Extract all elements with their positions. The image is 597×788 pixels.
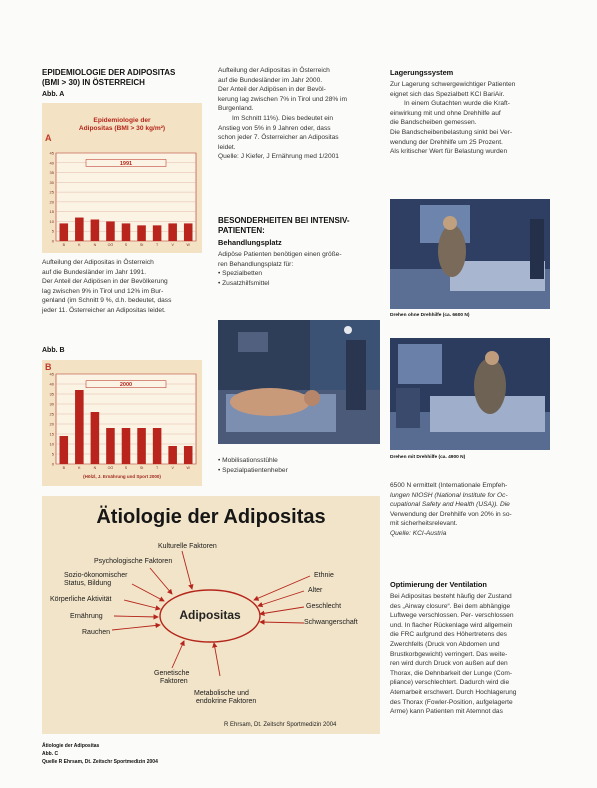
figure-label-a: Abb. A bbox=[42, 91, 65, 98]
chart-b-ytick-label: 5 bbox=[51, 451, 54, 457]
chart-b-ytick-label: 40 bbox=[49, 381, 54, 387]
chart-a-xtick-label: S bbox=[124, 243, 128, 247]
chart-a-ytick-label: 35 bbox=[49, 170, 54, 176]
diagram-credit: R Ehrsam, Dt. Zeitschr Sportmedizin 2004 bbox=[224, 722, 337, 728]
chart-b-ytick-label: 0 bbox=[51, 461, 54, 467]
positioning-subheading: Lagerungssystem bbox=[390, 68, 454, 77]
chart-b-xtick-label: N bbox=[93, 466, 97, 470]
node-age: Alter bbox=[308, 587, 323, 594]
chart-b-svg bbox=[42, 360, 202, 486]
chart-a-bar bbox=[137, 225, 146, 241]
chart-a-bar bbox=[184, 223, 193, 241]
chart-a-bar bbox=[60, 223, 69, 241]
chart-a-xtick-label: V bbox=[171, 243, 174, 247]
chart-a-ytick-label: 40 bbox=[49, 160, 54, 166]
node-socioeconomic-status-line2: Status, Bildung bbox=[64, 580, 112, 587]
chart-a-xtick-label: OÖ bbox=[107, 243, 114, 247]
chart-b-ytick-label: 45 bbox=[49, 371, 54, 377]
chart-a-ytick-label: 15 bbox=[49, 209, 54, 215]
chart-b-bar bbox=[60, 436, 69, 464]
chart-b-xtick-label: B bbox=[62, 466, 65, 470]
node-socioeconomic-status-line1: Sozio-ökonomischer bbox=[64, 572, 128, 579]
node-sex: Geschlecht bbox=[306, 603, 342, 610]
chart-b-ytick-label: 20 bbox=[49, 421, 54, 427]
chart-a-letter: A bbox=[45, 133, 52, 143]
chart-b bbox=[42, 360, 202, 486]
epidemiology-heading: EPIDEMIOLOGIE DER ADIPOSITAS (BMI > 30) IN ÖSTERREICH bbox=[42, 68, 176, 87]
chart-b-xtick-label: K bbox=[78, 466, 81, 470]
chart-a-ytick-label: 45 bbox=[49, 150, 54, 156]
figure-label-b: Abb. B bbox=[42, 347, 65, 354]
chart-a-xtick-label: T bbox=[156, 243, 159, 247]
node-smoking: Rauchen bbox=[82, 629, 111, 636]
node-genetic-factors-line2: Faktoren bbox=[160, 678, 188, 685]
chart-a bbox=[42, 103, 202, 253]
chart-b-bar bbox=[122, 428, 131, 464]
photo1-caption: Drehen ohne Drehhilfe (ca. 6600 N) bbox=[390, 313, 470, 318]
col2-text: Aufteilung der Adipositas in Österreich auf die Bundesländer im Jahr 2000. Der Anteil der Adipösen in der Bevöl- kerung lag zwischen 7% in Tirol und 28% im Burgenland. Im Schnitt 11%). Dies bedeutet ein Anstieg von 5% in 9 Jahren oder, dass schon jeder 7. Österreicher an Adipositas leidet. Quelle: J Kiefer, J Ernährung med 1/2001 bbox=[218, 67, 348, 161]
col1-text: Aufteilung der Adipositas in Österreich auf die Bundesländer im Jahr 1991. Der Anteil der Adipösen in der Bevölkerung lag zwischen 9% in Tirol und 12% im Bur- genland (im Schnitt 9 %, d.h. bedeutet, dass jeder 11. Österreicher an Adipositas leidet. bbox=[42, 259, 172, 314]
chart-b-year-label: 2000 bbox=[119, 382, 133, 389]
chart-a-bar bbox=[168, 223, 177, 241]
node-metabolic-factors-line2: endokrine Faktoren bbox=[196, 698, 257, 705]
chart-a-xtick-label: B bbox=[62, 243, 65, 247]
chart-a-xtick-label: K bbox=[78, 243, 81, 247]
photo-with-turning-aid bbox=[390, 338, 550, 450]
chart-a-ytick-label: 30 bbox=[49, 179, 54, 185]
node-psychological-factors: Psychologische Faktoren bbox=[94, 558, 173, 565]
node-genetic-factors-line1: Genetische bbox=[154, 670, 190, 677]
chart-b-bar bbox=[106, 428, 115, 464]
photo-without-turning-aid-image bbox=[390, 199, 550, 309]
chart-a-bar bbox=[153, 225, 162, 241]
chart-b-footer: (Hölzl, J. Ernährung und Sport 2000) bbox=[83, 474, 161, 479]
node-cultural-factors: Kulturelle Faktoren bbox=[158, 543, 217, 550]
patient-photo-image bbox=[218, 320, 380, 444]
chart-a-ytick-label: 20 bbox=[49, 199, 54, 205]
node-physical-activity: Körperliche Aktivität bbox=[50, 596, 112, 603]
col2-text2: Adipöse Patienten benötigen einen größe- ren Behandlungsplatz für: • Spezialbetten • Zusatzhilfsmittel bbox=[218, 251, 342, 287]
photo-with-turning-aid-image bbox=[390, 338, 550, 450]
chart-b-ytick-label: 15 bbox=[49, 431, 54, 437]
chart-a-ytick-label: 10 bbox=[49, 218, 54, 224]
col3-text3: Bei Adipositas besteht häufig der Zustand des „Airway closure“. Bei dem abhängige Luftwege verschlossen. Per- verschlossen und. In flacher Rückenlage wird allgemein die FRC aufgrund des Höhertretens des Zwerchfells (Druck von Abdomen und Brustkorbgewicht) verringert. Das weite- ren wird durch Druck von außen auf den Thorax, die Dehnbarkeit der Lunge (Com- pliance) verschlechtert. Dadurch wird die Atemarbeit erschwert. Durch Hochlagerung des Thorax (Fowler-Position, aufgelagerte Arme) kann Patienten mit Atemnot das bbox=[390, 593, 517, 716]
intensive-patients-heading: BESONDERHEITEN BEI INTENSIV- PATIENTEN: bbox=[218, 216, 350, 235]
photo-without-turning-aid bbox=[390, 199, 550, 309]
chart-b-xtick-label: OÖ bbox=[107, 466, 114, 470]
chart-b-bar bbox=[168, 446, 177, 464]
chart-b-ytick-label: 25 bbox=[49, 411, 54, 417]
ventilation-heading: Optimierung der Ventilation bbox=[390, 580, 487, 589]
chart-a-bar bbox=[91, 219, 100, 241]
aetiology-diagram bbox=[42, 496, 380, 734]
diagram-caption: Ätiologie der Adipositas Abb. C Quelle R Ehrsam, Dt. Zeitschr Sportmedizin 2004 bbox=[42, 743, 158, 765]
chart-a-svg bbox=[42, 103, 202, 253]
chart-b-ytick-label: 30 bbox=[49, 401, 54, 407]
chart-b-bar bbox=[153, 428, 162, 464]
chart-a-xtick-label: W bbox=[186, 243, 190, 247]
chart-b-ytick-label: 35 bbox=[49, 391, 54, 397]
chart-a-xtick-label: N bbox=[93, 243, 97, 247]
chart-a-ytick-label: 5 bbox=[51, 228, 54, 234]
diagram-title: Ätiologie der Adipositas bbox=[96, 506, 326, 528]
chart-a-bar bbox=[75, 218, 84, 241]
col2-bullets: • Mobilisationsstühle • Spezialpatientenheber bbox=[218, 457, 288, 474]
node-nutrition: Ernährung bbox=[70, 613, 103, 620]
chart-a-xtick-label: St bbox=[139, 243, 144, 247]
treatment-place-subheading: Behandlungsplatz bbox=[218, 238, 282, 247]
node-metabolic-factors-line1: Metabolische und bbox=[194, 690, 249, 697]
chart-b-bar bbox=[75, 390, 84, 464]
chart-b-letter: B bbox=[45, 362, 52, 372]
col3-text2: 6500 N ermittelt (Internationale Empfeh- lungen NIOSH (National Institute for Oc- cupational Safety and Health (USA)). Die Verwendung der Drehhilfe von 20% in so- mit sicherheitsrelevant. Quelle: KCI-Austria bbox=[390, 482, 512, 537]
col3-text: Zur Lagerung schwergewichtiger Patienten eignet sich das Spezialbett KCI BariAir. In einem Gutachten wurde die Kraft- einwirkung mit und ohne Drehhilfe auf die Bandscheiben gemessen. Die Bandscheibenbelastung sinkt bei Ver- wendung der Drehhilfe um 25 Prozent. Als kritischer Wert für Belastung wurden bbox=[390, 81, 516, 156]
node-pregnancy: Schwangerschaft bbox=[304, 619, 358, 626]
chart-a-ytick-label: 25 bbox=[49, 189, 54, 195]
chart-a-bar bbox=[122, 223, 131, 241]
chart-a-title: Epidemiologie der Adipositas (BMI > 30 kg/m²) bbox=[78, 117, 166, 132]
chart-b-xtick-label: W bbox=[186, 466, 190, 470]
chart-b-xtick-label: St bbox=[139, 466, 144, 470]
chart-b-bar bbox=[137, 428, 146, 464]
chart-a-ytick-label: 0 bbox=[51, 238, 54, 244]
chart-a-bar bbox=[106, 221, 115, 241]
chart-b-ytick-label: 10 bbox=[49, 441, 54, 447]
chart-b-bar bbox=[91, 412, 100, 464]
chart-b-xtick-label: S bbox=[124, 466, 128, 470]
chart-b-bar bbox=[184, 446, 193, 464]
diagram-center-node: Adipositas bbox=[179, 608, 241, 622]
chart-a-year-label: 1991 bbox=[119, 160, 133, 167]
node-ethnicity: Ethnie bbox=[314, 572, 334, 579]
photo2-caption: Drehen mit Drehhilfe (ca. 4900 N) bbox=[390, 455, 466, 460]
chart-b-xtick-label: T bbox=[156, 466, 159, 470]
patient-photo bbox=[218, 320, 380, 444]
chart-b-xtick-label: V bbox=[171, 466, 174, 470]
